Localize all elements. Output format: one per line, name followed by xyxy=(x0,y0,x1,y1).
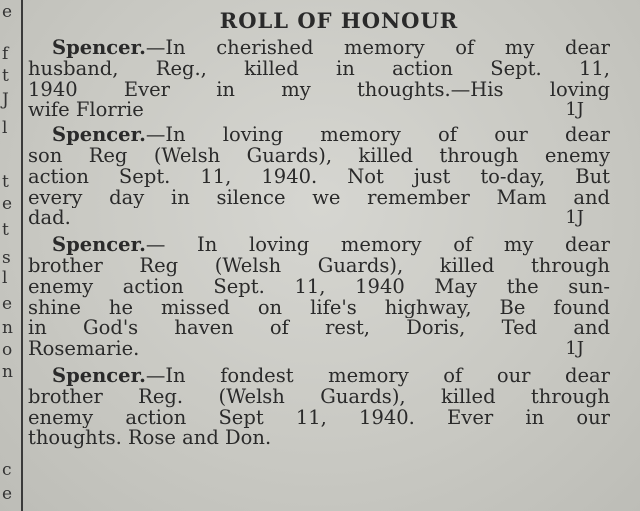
notice-3 xyxy=(28,235,610,360)
fragment: n xyxy=(2,318,13,338)
notice-first-line xyxy=(28,366,610,387)
fragment: c xyxy=(2,460,12,480)
notice-last-line xyxy=(28,208,610,229)
fragment: t xyxy=(2,172,9,192)
notice-surname: Spencer. xyxy=(52,235,146,256)
notice-line: brother Reg (Welsh Guards), killed through xyxy=(28,255,610,277)
fragment: t xyxy=(2,66,9,86)
notice-surname: Spencer. xyxy=(52,125,146,146)
notice-line: enemy action Sept 11, 1940. Ever in our xyxy=(28,407,610,429)
notice-line: every day in silence we remember Mam and xyxy=(28,187,610,209)
notice-line: shine he missed on life's highway, Be found xyxy=(28,297,610,319)
notice-line: action Sept. 11, 1940. Not just to-day, But xyxy=(28,166,610,188)
notice-last-line xyxy=(28,339,610,360)
notice-text: dad. xyxy=(28,208,71,230)
notice-text: —In fondest memory of our dear xyxy=(145,365,610,387)
notice-first-line xyxy=(28,125,610,146)
notice-line: in God's haven of rest, Doris, Ted and xyxy=(28,318,610,340)
fragment: n xyxy=(2,362,13,382)
notice-signature: 1J xyxy=(565,100,584,121)
notice-first-line xyxy=(28,38,610,59)
fragment: e xyxy=(2,294,13,314)
column-rule xyxy=(21,0,23,511)
fragment: l xyxy=(2,268,8,288)
roll-of-honour-column xyxy=(28,6,610,449)
notice-last-line xyxy=(28,428,610,449)
notice-1 xyxy=(28,38,610,121)
fragment: o xyxy=(2,340,13,360)
fragment: l xyxy=(2,118,8,138)
notice-text: wife Florrie xyxy=(28,100,144,122)
notice-surname: Spencer. xyxy=(52,38,146,59)
notice-text: —In cherished memory of my dear xyxy=(145,38,610,59)
notice-line: husband, Reg., killed in action Sept. 11, xyxy=(28,58,610,80)
notice-signature: 1J xyxy=(565,208,584,229)
adjacent-column-fragments xyxy=(0,0,18,511)
notice-text: thoughts. Rose and Don. xyxy=(28,428,272,450)
notice-first-line xyxy=(28,235,610,256)
notice-signature: 1J xyxy=(565,339,584,360)
notice-4 xyxy=(28,366,610,449)
fragment: e xyxy=(2,2,13,22)
fragment: t xyxy=(2,220,9,240)
notice-2 xyxy=(28,125,610,229)
notice-surname: Spencer. xyxy=(52,365,146,387)
fragment: s xyxy=(2,248,11,268)
fragment: J xyxy=(2,90,9,110)
notice-line: son Reg (Welsh Guards), killed through enemy xyxy=(28,145,610,167)
page-title: ROLL OF HONOUR xyxy=(219,8,459,33)
fragment: e xyxy=(2,484,13,504)
notice-line: 1940 Ever in my thoughts.—His loving xyxy=(28,79,610,101)
notice-text: — In loving memory of my dear xyxy=(145,235,610,256)
notice-line: enemy action Sept. 11, 1940 May the sun- xyxy=(28,276,610,298)
notice-text: Rosemarie. xyxy=(28,339,140,360)
notice-last-line xyxy=(28,100,610,121)
fragment: f xyxy=(2,44,9,64)
notice-text: —In loving memory of our dear xyxy=(145,125,610,146)
notice-line: brother Reg. (Welsh Guards), killed through xyxy=(28,386,610,408)
fragment: e xyxy=(2,194,13,214)
